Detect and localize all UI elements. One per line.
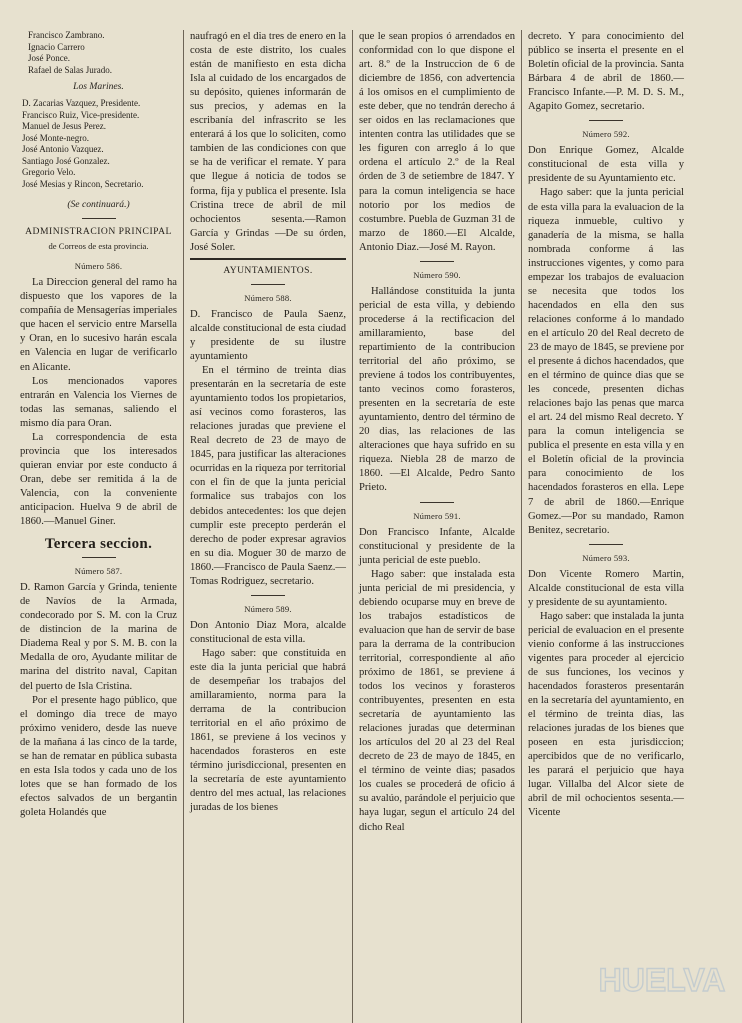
- notice-paragraph: Por el presente hago público, que el domingo dia trece de mayo próximo venidero, desde las nueve de la mañana á las cinco de la tarde, se han de rematar en pública subasta en esta Isla todos y cada uno de los lotes que se han formado de los efectos salvados de un bergantin goleta Holandés que: [20, 694, 177, 818]
- notice-paragraph: Don Francisco Infante, Alcalde constitucional y presidente de la junta pericial de este pueblo.: [359, 526, 515, 566]
- list-item: Santiago José Gonzalez.: [22, 155, 110, 166]
- notice-number: Número 592.: [582, 129, 630, 140]
- notice-paragraph: Don Vicente Romero Martin, Alcalde constitucional de esta villa y presidente de su ayuntamiento.: [528, 568, 684, 608]
- notice-paragraph: naufragó en el dia tres de enero en la costa de este distrito, los cuales están de manifiesto en esta dicha Isla al cuidado de los encargados de su depósito, quienes informarán de sus precios, y ademas en la escribanía del infrascrito se les enterará á los que lo soliciten, como tambien de las condiciones con que se ha de verificar el remate. Y para que llegue á noticia de todos se forma, fija y publica el presente. Isla Cristina trece de abril de mil ochocientos sesenta.—Ramon García y Grindas —De su órden, José Soler.: [190, 31, 346, 253]
- list-item: Ignacio Carrero: [28, 41, 85, 52]
- section-heading: Tercera seccion.: [44, 536, 153, 553]
- notice-paragraph: Los mencionados vapores entrarán en Valencia los Viernes de todas las semanas, saliendo el mismo día para Oran.: [20, 375, 177, 429]
- list-item: Rafael de Salas Jurado.: [28, 64, 112, 75]
- notice-paragraph: D. Ramon García y Grinda, teniente de Navíos de la Armada, condecorado por S. M. con la Cruz de distincion de la marina de Diadema Real y por S. M. B. con la Medalla de oro, Ayudante militar de marina del distrito naval, Capitan del puerto de Isla Cristina.: [20, 582, 177, 692]
- list-item: José Ponce.: [28, 53, 70, 63]
- notice-number: Número 593.: [582, 552, 630, 563]
- section-heading: AYUNTAMIENTOS.: [223, 264, 313, 276]
- notice-paragraph: decreto. Y para conocimiento del público se inserta el presente en el Boletín oficial de la provincia. Santa Bárbara 4 de abril de 1860.—Francisco Infante.—P. M. D. S. M., Agapito Gomez, secretario.: [528, 31, 684, 113]
- divider: [589, 120, 623, 121]
- list-item: José Monte-negro.: [22, 132, 89, 143]
- column-4: [521, 30, 690, 1023]
- divider: [190, 258, 346, 260]
- notice-paragraph: La Direccion general del ramo ha dispuesto que los vapores de la compañía de Mensagerías imperiales que hacen el servicio entre Marsella y Oran, en lo sucesivo harán escala en Valencia en lugar de verificarlo en Alicante.: [20, 277, 177, 373]
- notice-number: Número 590.: [413, 269, 461, 280]
- member-list-top: [20, 30, 177, 76]
- notice-paragraph: que le sean propios ó arrendados en conformidad con lo que dispone el art. 8.º de la Instruccion de 6 de diciembre de 1856, con advertencia á los omisos en el cumplimiento de este deber, que no tendrán derecho á ser oidos en las reclamaciones que intenten contra las utilidades que se les figuren con arreglo á lo que ordena el artículo 2.º de la Real órden de 3 de setiembre de 1847. Y para la comun inteligencia se hace notorio por los medios de costumbre. Puebla de Guzman 31 de marzo de 1860.—El Alcalde, Antonio Diaz.—José M. Rayon.: [359, 31, 515, 253]
- notice-paragraph: La correspondencia de esta provincia que los interesados quieran enviar por este conducto á Oran, debe ser remitida á la de Valencia, con la conveniente anticipacion. Huelva 9 de abril de 1860.—Manuel Giner.: [20, 431, 177, 528]
- notice-number: Número 591.: [413, 510, 461, 521]
- continued-note: (Se continuará.): [67, 199, 130, 211]
- list-item: Francisco Ruiz, Vice-presidente.: [22, 109, 140, 120]
- list-item: José Antonio Vazquez.: [22, 144, 104, 155]
- list-item: Gregorio Velo.: [22, 167, 76, 178]
- column-2: [183, 30, 352, 1023]
- divider: [420, 261, 454, 262]
- notice-paragraph: En el término de treinta dias presentarán en la secretaría de este ayuntamiento todos los propietarios, así vecinos como forasteros, las relaciones juradas que previene el Real decreto de 23 de mayo de 1845, para justificar las alteraciones ocurridas en la riqueza por territorial con el fin de que la junta pericial formalice sus trabajos con los debidos antecedentes: los que dejen cumplir este precepto perderán el derecho de poder expresar agravios en su dia. Moguer 30 de marzo de 1860.—Francisco de Paula Saenz.—Tomas Rodriguez, secretario.: [190, 365, 346, 587]
- list-item: José Mesias y Rincon, Secretario.: [22, 178, 144, 189]
- admin-heading: ADMINISTRACION PRINCIPAL: [25, 226, 172, 238]
- admin-subheading: de Correos de esta provincia.: [48, 241, 149, 252]
- divider: [420, 502, 454, 503]
- notice-paragraph: Hago saber: que la junta pericial de esta villa para la evaluacion de la riqueza inmueble, cultivo y ganadería de la misma, se halla nombrada conforme á las instrucciones vigentes, y como para empezar los trabajos de evaluacion se necesita que todos los hacendados en ella den sus relaciones conforme á lo mandado en el artículo 20 del Real decreto de 23 de mayo de 1845, se previene por el presente á dichos hacendados, que en el término de quince dias que se les concede, presenten dichas relaciones bajo las penas que marca el art. 24 del mismo Real decreto. Y para la comun inteligencia se publica el presente en esta villa y en el Boletín oficial de la provincia para conocimiento de los hacendados forasteros en ella. Lepe 7 de abril de 1860.—Enrique Gomez.—Por su mandado, Ramon Benitez, secretario.: [528, 187, 684, 536]
- library-watermark: [594, 955, 730, 1001]
- list-item: D. Zacarias Vazquez, Presidente.: [22, 98, 141, 109]
- notice-number: Número 586.: [74, 261, 123, 272]
- notice-number: Número 588.: [244, 292, 292, 303]
- divider: [589, 544, 623, 545]
- notice-paragraph: Hago saber: que instalada la junta pericial de evaluacion en el presente vienio conforme á las instrucciones vigentes para proceder al ejercicio de sus funciones, los vecinos y hacendados forasteros presentarán en la secretaría del ayuntamiento, en el término de treinta dias, las relaciones juradas de los bienes que poseen en esta jurisdiccion; apercibidos que de no verificarlo, les parará el perjuicio que haya lugar. Villalba del Alcor siete de abril de mil ochocientos sesenta.—Vicente: [528, 610, 684, 819]
- divider: [82, 557, 116, 558]
- notice-paragraph: Don Antonio Diaz Mora, alcalde constitucional de esta villa.: [190, 619, 346, 645]
- notice-paragraph: Don Enrique Gomez, Alcalde constitucional de esta villa y presidente de su Ayuntamiento etc.: [528, 145, 684, 185]
- divider: [251, 595, 285, 596]
- column-1: [14, 30, 183, 1023]
- notice-paragraph: Hago saber: que instalada esta junta pericial de mi presidencia, y debiendo ocuparse muy en breve de los trabajos estadísticos de evaluacion que han de servir de base para la derrama de la contribucion territorial, correspondiente al año próximo de 1861, se previene á todos los vecinos y forasteros contribuyentes, presenten en esta secretaría de ayuntamiento las relaciones juradas que determinan los artículos del 20 al 23 del Real decreto de 23 de mayo de 1845, en el término de veinte dias; pasados los cuales se procederá de oficio á su avalúo, parándole el perjuicio que haya lugar, segun el artículo 24 del dicho Real: [359, 568, 515, 833]
- notice-number: Número 589.: [244, 603, 292, 614]
- marines-title: Los Marines.: [73, 81, 124, 92]
- notice-paragraph: D. Francisco de Paula Saenz, alcalde constitucional de esta ciudad y presidente de su ilustre ayuntamiento: [190, 308, 346, 362]
- divider: [251, 284, 285, 285]
- watermark-text: HUELVA: [598, 962, 726, 998]
- divider: [82, 218, 116, 219]
- column-3: [352, 30, 521, 1023]
- member-list-marines: [20, 98, 177, 190]
- list-item: Manuel de Jesus Perez.: [22, 121, 106, 132]
- list-item: Francisco Zambrano.: [28, 30, 105, 40]
- notice-paragraph: Hago saber: que constituida en este dia la junta pericial que habrá de desempeñar los trabajos del amillaramiento, norma para la derrama de la contribucion territorial en el año próximo de 1861, se previene á los vecinos y hacendados forasteros en este término jurisdiccional, presenten en la secretaría de este ayuntamiento dentro del mes actual, las relaciones juradas de los bienes: [190, 647, 346, 814]
- notice-number: Número 587.: [74, 566, 123, 577]
- notice-paragraph: Hallándose constituida la junta pericial de esta villa, y debiendo procederse á la rectificacion del amillaramiento, base del repartimiento de la contribucion territorial del año próximo, se previene á todos los contribuyentes, tanto vecinos como forasteros, presenten en la secretaría de este ayuntamiento, dentro del término de 20 dias, las relaciones de las alteraciones que haya sufrido en su riqueza. Niebla 28 de marzo de 1860. —El Alcalde, Pedro Santo Prieto.: [359, 285, 515, 494]
